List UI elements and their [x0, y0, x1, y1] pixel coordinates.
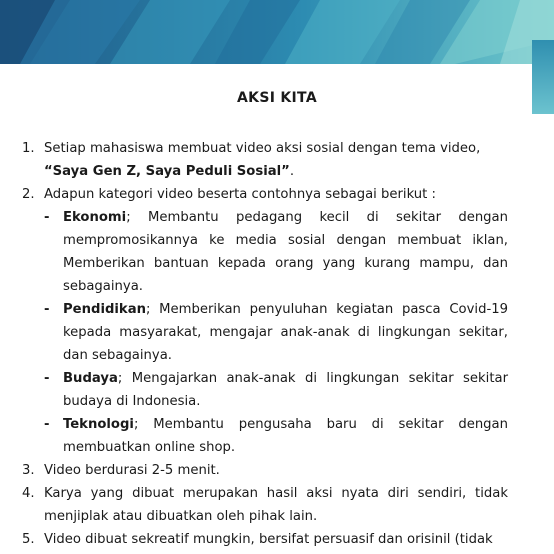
category-description: ; Membantu pengusaha baru di sekitar dengan membuatkan online shop. [63, 417, 508, 455]
item-number: 2. [22, 187, 35, 202]
category-item [44, 298, 508, 367]
category-description: ; Mengajarkan anak-anak di lingkungan sekitar sekitar budaya di Indonesia. [63, 371, 508, 409]
list-item [22, 183, 508, 459]
category-name: Budaya [63, 371, 118, 386]
list-item [22, 482, 508, 528]
dash-bullet: - [44, 371, 50, 386]
item-number: 3. [22, 463, 35, 478]
rules-list [22, 137, 508, 551]
category-item [44, 206, 508, 298]
category-description: ; Membantu pedagang kecil di sekitar dengan mempromosikannya ke media sosial dengan membuat iklan, Memberikan bantuan kepada orang yang kurang mampu, dan sebagainya. [63, 210, 508, 294]
list-item [22, 459, 508, 482]
item-number: 1. [22, 141, 35, 156]
category-description: ; Memberikan penyuluhan kegiatan pasca Covid-19 kepada masyarakat, mengajar anak-anak di lingkungan sekitar, dan sebagainya. [63, 302, 508, 363]
document-body [22, 137, 508, 551]
item-text: Video dibuat sekreatif mungkin, bersifat persuasif dan orisinil (tidak [44, 532, 493, 547]
item-text: Karya yang dibuat merupakan hasil aksi nyata diri sendiri, tidak menjiplak atau dibuatkan oleh pihak lain. [44, 486, 508, 524]
banner-pattern [0, 0, 554, 64]
category-item [44, 413, 508, 459]
list-item [22, 528, 508, 551]
dash-bullet: - [44, 302, 50, 317]
item-number: 4. [22, 486, 35, 501]
dash-bullet: - [44, 210, 50, 225]
category-list [44, 206, 508, 459]
item-text: Video berdurasi 2-5 menit. [44, 463, 220, 478]
category-item [44, 367, 508, 413]
item-number: 5. [22, 532, 35, 547]
category-name: Ekonomi [63, 210, 127, 225]
list-item [22, 137, 508, 183]
category-name: Pendidikan [63, 302, 146, 317]
item-text: Adapun kategori video beserta contohnya sebagai berikut : [44, 187, 436, 202]
dash-bullet: - [44, 417, 50, 432]
category-name: Teknologi [63, 417, 134, 432]
header-banner [0, 0, 554, 64]
item-text: Setiap mahasiswa membuat video aksi sosial dengan tema video, “Saya Gen Z, Saya Peduli Sosial”. [44, 141, 481, 179]
video-theme: “Saya Gen Z, Saya Peduli Sosial” [44, 164, 290, 179]
document-title: AKSI KITA [237, 90, 317, 106]
